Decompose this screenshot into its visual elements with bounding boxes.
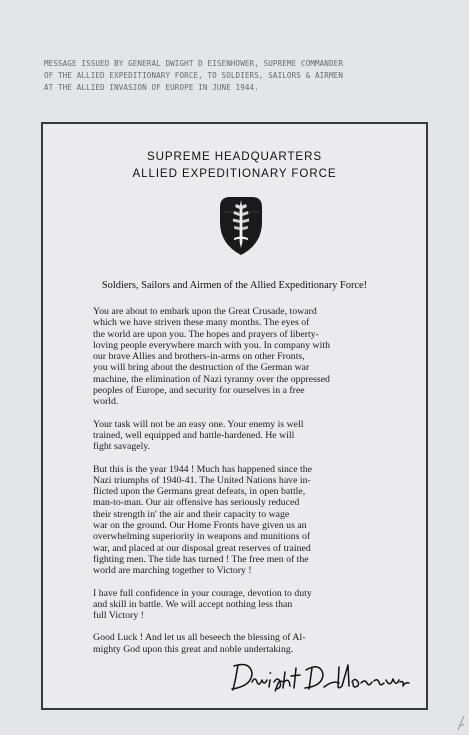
message-body xyxy=(93,306,413,666)
paragraph xyxy=(93,419,413,453)
text-line: world. xyxy=(93,396,119,408)
text-line: and skill in battle. We will accept nothing less than xyxy=(93,598,293,610)
letterhead-line-2: ALLIED EXPEDITIONARY FORCE xyxy=(132,167,337,180)
text-line: our brave Allies and brothers-in-arms on other Fronts, xyxy=(93,351,305,363)
document-caption xyxy=(44,58,444,94)
paragraph xyxy=(93,464,413,577)
paragraph xyxy=(93,306,413,408)
caption-line: MESSAGE ISSUED BY GENERAL DWIGHT D EISENHOWER, SUPREME COMMANDER xyxy=(44,59,343,68)
text-line: man-to-man. Our air offensive has seriously reduced xyxy=(93,497,300,509)
text-line: which we have striven these many months. The eyes of xyxy=(93,317,310,329)
paragraph xyxy=(93,588,413,622)
text-line: their strength in' the air and their capacity to wage xyxy=(93,508,290,520)
caption-line: OF THE ALLIED EXPEDITIONARY FORCE, TO SOLDIERS, SAILORS & AIRMEN xyxy=(44,71,343,80)
text-line: machine, the elimination of Nazi tyranny over the oppressed xyxy=(93,373,330,385)
text-line: war, and placed at our disposal great reserves of trained xyxy=(93,542,311,554)
shaef-shoulder-sleeve-insignia-icon xyxy=(219,196,263,256)
text-line: I have full confidence in your courage, devotion to duty xyxy=(93,587,312,599)
paragraph xyxy=(93,632,413,655)
text-line: you will bring about the destruction of the German war xyxy=(93,362,310,374)
letterhead-line-1: SUPREME HEADQUARTERS xyxy=(147,150,322,163)
corner-stamp-mark xyxy=(455,712,467,732)
text-line: mighty God upon this great and noble undertaking. xyxy=(93,643,294,655)
text-line: Good Luck ! And let us all beseech the blessing of Al- xyxy=(93,632,306,644)
text-line: trained, well equipped and battle-hardened. He will xyxy=(93,429,295,441)
text-line: But this is the year 1944 ! Much has happened since the xyxy=(93,463,313,475)
text-line: overwhelming superiority in weapons and munitions of xyxy=(93,531,311,543)
text-line: Nazi triumphs of 1940-41. The United Nations have in- xyxy=(93,474,311,486)
text-line: peoples of Europe, and security for ourselves in a free xyxy=(93,385,305,397)
text-line: flicted upon the Germans great defeats, in open battle, xyxy=(93,486,306,498)
text-line: full Victory ! xyxy=(93,610,144,622)
text-line: fight savagely. xyxy=(93,441,151,453)
text-line: You are about to embark upon the Great Crusade, toward xyxy=(93,306,317,317)
text-line: war on the ground. Our Home Fronts have given us an xyxy=(93,520,307,532)
text-line: the world are upon you. The hopes and prayers of liberty- xyxy=(93,328,319,340)
order-of-the-day-panel xyxy=(41,122,428,710)
handwritten-signature xyxy=(228,656,410,696)
text-line: world are marching together to Victory ! xyxy=(93,565,252,577)
caption-line: AT THE ALLIED INVASION OF EUROPE IN JUNE 1944. xyxy=(44,83,259,92)
text-line: loving people everywhere march with you. In company with xyxy=(93,339,330,351)
text-line: fighting men. The tide has turned ! The free men of the xyxy=(93,553,309,565)
text-line: Your task will not be an easy one. Your enemy is well xyxy=(93,418,304,430)
salutation: Soldiers, Sailors and Airmen of the Allied Expeditionary Force! xyxy=(101,280,368,291)
